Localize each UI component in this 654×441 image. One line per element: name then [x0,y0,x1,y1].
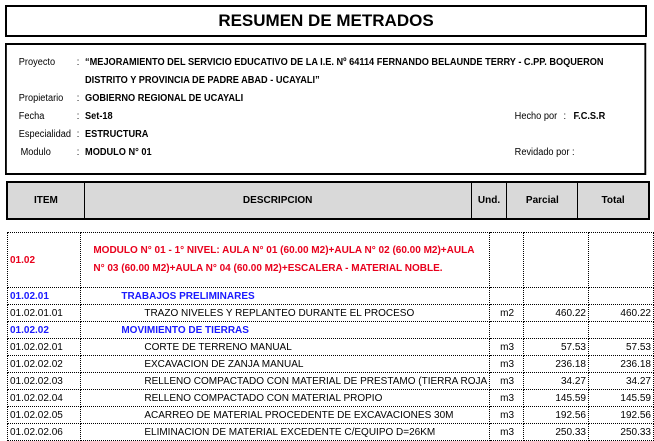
description-cell: RELLENO COMPACTADO CON MATERIAL PROPIO [81,390,490,407]
project-info-box [5,43,646,175]
module-description [81,233,490,288]
header-parcial: Parcial [507,183,578,218]
modulo-label: Modulo [20,147,51,158]
unit-cell: m3 [490,339,524,356]
parcial-cell: 460.22 [523,305,588,322]
cell [588,233,653,288]
table-row [8,356,654,373]
section-row [8,288,654,305]
total-cell: 460.22 [588,305,653,322]
especialidad-label: Especialidad [18,129,71,140]
unit-cell [490,288,524,305]
module-line-2: N° 03 (60.00 M2)+AULA N° 04 (60.00 M2)+ESCALERA - MATERIAL NOBLE. [93,263,443,274]
total-cell: 57.53 [588,339,653,356]
table-row [8,407,654,424]
especialidad-value: ESTRUCTURA [85,129,149,140]
item-cell: 01.02.02.03 [8,373,81,390]
unit-cell: m2 [490,305,524,322]
table-row [8,373,654,390]
total-cell: 192.56 [588,407,653,424]
total-cell: 34.27 [588,373,653,390]
colon: : [76,111,80,122]
unit-cell: m3 [490,407,524,424]
colon: : [76,147,80,158]
description-cell: TRAZO NIVELES Y REPLANTEO DURANTE EL PROCESO [81,305,490,322]
description-cell: ACARREO DE MATERIAL PROCEDENTE DE EXCAVACIONES 30M [81,407,490,424]
parcial-cell: 57.53 [523,339,588,356]
item-cell: 01.02.01 [8,288,81,305]
hecho-value: F.C.S.R [573,111,606,122]
description-cell: EXCAVACION DE ZANJA MANUAL [81,356,490,373]
fecha-value: Set-18 [85,111,113,122]
unit-cell: m3 [490,390,524,407]
proyecto-value-2: DISTRITO Y PROVINCIA DE PADRE ABAD - UCAYALI” [85,75,320,86]
module-line-1: MODULO N° 01 - 1° NIVEL: AULA N° 01 (60.00 M2)+AULA N° 02 (60.00 M2)+AULA [93,245,475,256]
unit-cell: m3 [490,424,524,441]
unit-cell [490,322,524,339]
parcial-cell [523,288,588,305]
module-item: 01.02 [8,233,81,288]
parcial-cell: 145.59 [523,390,588,407]
module-row [8,233,654,288]
total-cell: 236.18 [588,356,653,373]
parcial-cell: 250.33 [523,424,588,441]
description-cell: MOVIMIENTO DE TIERRAS [81,322,490,339]
revisado-label: Revidado por : [514,147,575,158]
modulo-value: MODULO N° 01 [85,147,152,158]
item-cell: 01.02.02.05 [8,407,81,424]
total-cell [588,288,653,305]
item-cell: 01.02.02.02 [8,356,81,373]
table-row [8,424,654,441]
total-cell: 250.33 [588,424,653,441]
header-und: Und. [472,183,508,218]
item-cell: 01.02.02.06 [8,424,81,441]
table-row [8,390,654,407]
section-row [8,322,654,339]
proyecto-label: Proyecto [18,57,56,68]
header-item: ITEM [8,183,85,218]
description-cell: CORTE DE TERRENO MANUAL [81,339,490,356]
parcial-cell: 34.27 [523,373,588,390]
item-cell: 01.02.02.01 [8,339,81,356]
colon: : [76,57,80,68]
header-descripcion: DESCRIPCION [85,183,472,218]
parcial-cell: 236.18 [523,356,588,373]
parcial-cell: 192.56 [523,407,588,424]
description-cell: RELLENO COMPACTADO CON MATERIAL DE PRESTAMO (TIERRA ROJA [81,373,490,390]
propietario-label: Propietario [18,93,64,104]
description-cell: ELIMINACION DE MATERIAL EXCEDENTE C/EQUIPO D=26KM [81,424,490,441]
table-header [6,181,650,220]
table-row [8,305,654,322]
total-cell [588,322,653,339]
metrados-table [7,232,654,441]
page-title: RESUMEN DE METRADOS [5,5,647,37]
colon: : [76,129,80,140]
unit-cell: m3 [490,356,524,373]
total-cell: 145.59 [588,390,653,407]
propietario-value: GOBIERNO REGIONAL DE UCAYALI [85,93,244,104]
header-total: Total [601,195,625,206]
parcial-cell [523,322,588,339]
table-row [8,339,654,356]
unit-cell: m3 [490,373,524,390]
colon: : [76,93,80,104]
cell [523,233,588,288]
hecho-label: Hecho por [514,111,558,122]
proyecto-value-1: “MEJORAMIENTO DEL SERVICIO EDUCATIVO DE LA I.E. Nº 64114 FERNANDO BELAUNDE TERRY - C.PP. BOQUERON [85,57,604,68]
item-cell: 01.02.02.04 [8,390,81,407]
item-cell: 01.02.02 [8,322,81,339]
cell [490,233,524,288]
item-cell: 01.02.01.01 [8,305,81,322]
colon: : [563,111,566,122]
description-cell: TRABAJOS PRELIMINARES [81,288,490,305]
fecha-label: Fecha [18,111,45,122]
